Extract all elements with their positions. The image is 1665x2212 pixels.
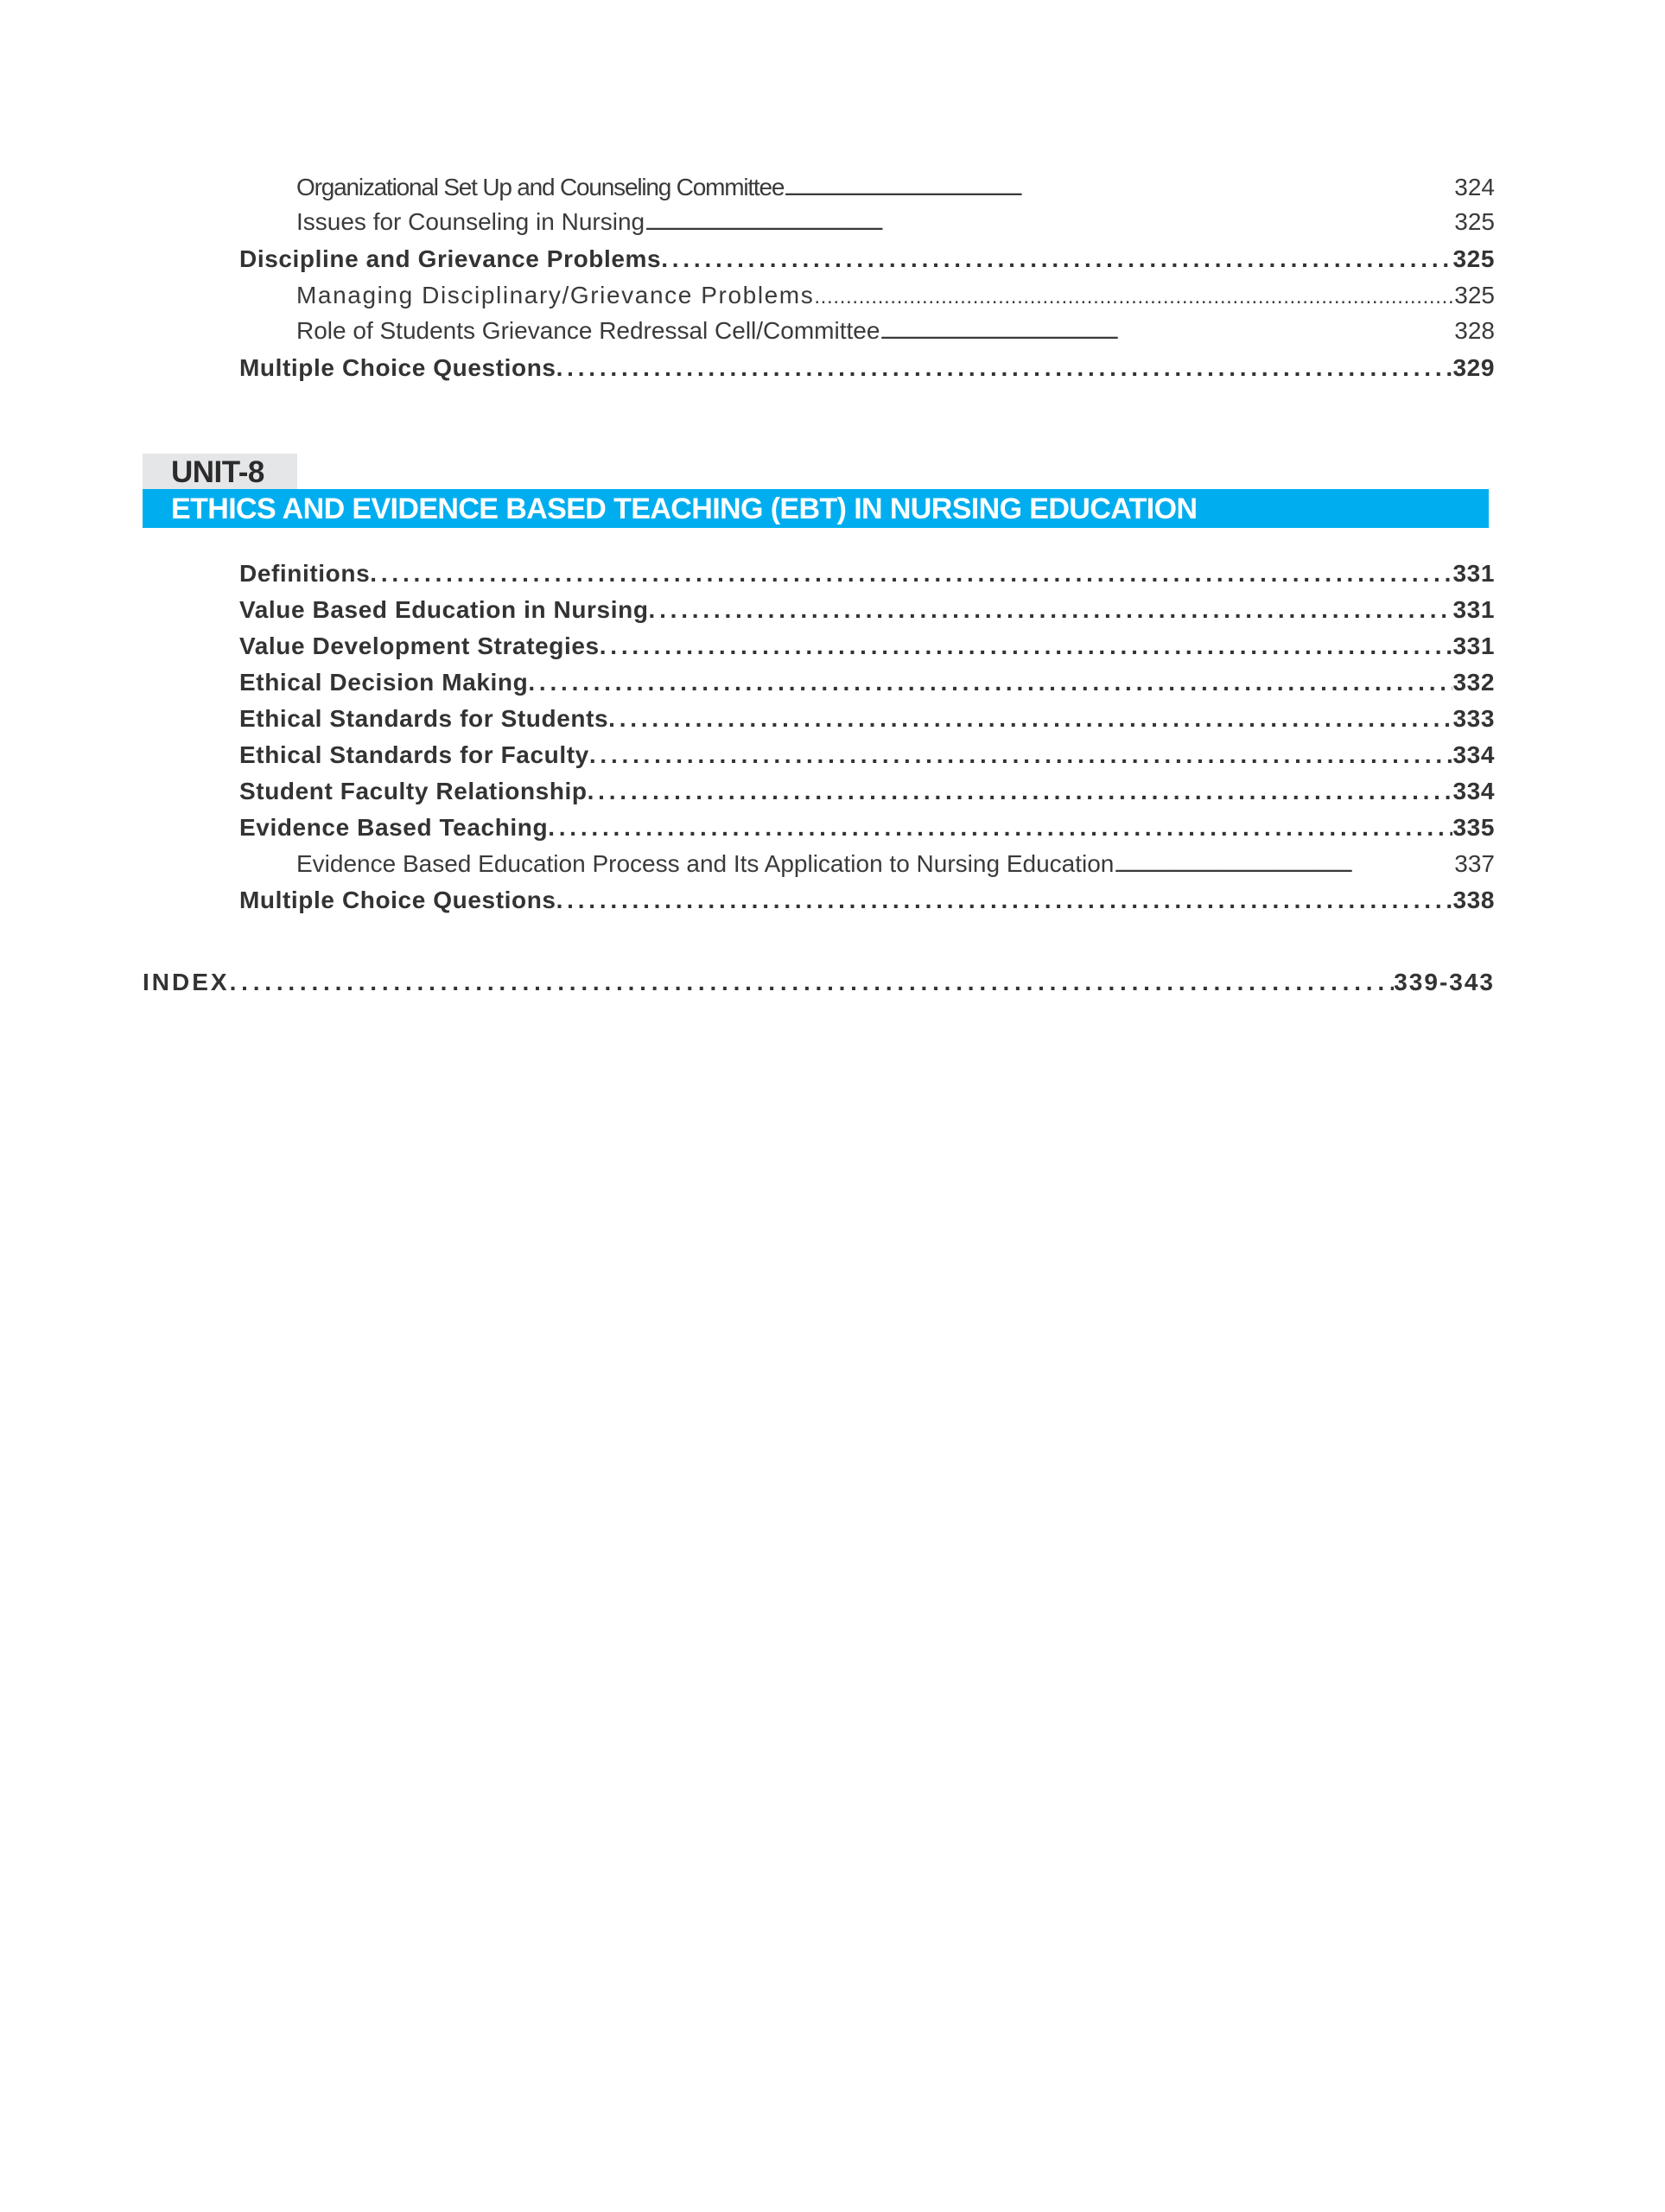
- toc-entry-page: 325: [1454, 208, 1495, 235]
- dot-leader: [600, 629, 1453, 664]
- toc-entry[interactable]: [239, 665, 1495, 700]
- unit-title-band[interactable]: [143, 489, 1489, 528]
- toc-entry-title: Multiple Choice Questions: [239, 354, 556, 381]
- dot-leader: [589, 738, 1453, 772]
- toc-entry-title: Student Faculty Relationship: [239, 778, 588, 804]
- dot-leader: [528, 665, 1452, 700]
- toc-entry[interactable]: [296, 847, 1495, 881]
- dot-leader: [880, 314, 1454, 348]
- toc-entry-page: 337: [1454, 850, 1495, 877]
- toc-entry-title: Multiple Choice Questions: [239, 887, 556, 913]
- dot-leader: [556, 883, 1453, 918]
- toc-entry[interactable]: [296, 314, 1495, 348]
- dot-leader: [649, 593, 1453, 627]
- dot-leader: [645, 205, 1454, 239]
- toc-entry[interactable]: [296, 205, 1495, 239]
- toc-entry-page: 331: [1452, 596, 1495, 623]
- toc-entry-title: Discipline and Grievance Problems: [239, 245, 662, 272]
- toc-entry[interactable]: [296, 170, 1495, 205]
- toc-entry-title: Ethical Standards for Faculty: [239, 741, 589, 768]
- toc-entry-page: 334: [1452, 741, 1495, 768]
- toc-entry-page: 331: [1452, 560, 1495, 587]
- dot-leader: [784, 170, 1454, 205]
- toc-entry-title: Ethical Standards for Students: [239, 705, 609, 732]
- toc-entry[interactable]: [239, 593, 1495, 627]
- unit-title: ETHICS AND EVIDENCE BASED TEACHING (EBT) IN NURSING EDUCATION: [171, 493, 1198, 525]
- index-page-range: 339-343: [1394, 969, 1495, 995]
- toc-entry-page: 331: [1452, 632, 1495, 659]
- toc-entry-page: 324: [1454, 174, 1495, 200]
- toc-entry-index[interactable]: [143, 965, 1495, 1000]
- unit-label-box: [143, 454, 297, 489]
- dot-leader: [548, 810, 1452, 845]
- toc-entry-page: 333: [1452, 705, 1495, 732]
- toc-entry[interactable]: [239, 629, 1495, 664]
- toc-entry-title: Ethical Decision Making: [239, 669, 529, 696]
- unit-label: UNIT-8: [171, 455, 264, 489]
- toc-entry-title: Evidence Based Education Process and Its Application to Nursing Education: [296, 850, 1115, 877]
- toc-entry-title: Definitions: [239, 560, 371, 587]
- toc-entry-title: Organizational Set Up and Counseling Committee: [296, 174, 785, 200]
- dot-leader: [1114, 847, 1454, 881]
- toc-entry-page: 335: [1452, 814, 1495, 841]
- toc-entry[interactable]: [239, 351, 1495, 385]
- toc-entry-title: Value Development Strategies: [239, 632, 600, 659]
- toc-entry[interactable]: [239, 883, 1495, 918]
- toc-entry[interactable]: [239, 242, 1495, 276]
- toc-entry-title: Evidence Based Teaching: [239, 814, 549, 841]
- dot-leader: [230, 965, 1395, 1000]
- dot-leader: [588, 774, 1453, 809]
- dot-leader: [556, 351, 1453, 385]
- toc-entry-page: 329: [1452, 354, 1495, 381]
- toc-entry[interactable]: [239, 810, 1495, 845]
- toc-entry-page: 338: [1452, 887, 1495, 913]
- toc-entry-page: 332: [1452, 669, 1495, 696]
- toc-entry[interactable]: [239, 702, 1495, 736]
- toc-entry-page: 325: [1452, 245, 1495, 272]
- toc-entry-title: Issues for Counseling in Nursing: [296, 208, 645, 235]
- dot-leader: [661, 242, 1452, 276]
- dot-leader: [814, 278, 1454, 313]
- toc-entry-page: 334: [1452, 778, 1495, 804]
- toc-entry-title: Value Based Education in Nursing: [239, 596, 649, 623]
- index-title: INDEX: [143, 969, 230, 995]
- toc-entry-title: Managing Disciplinary/Grievance Problems: [296, 282, 815, 308]
- dot-leader: [608, 702, 1452, 736]
- toc-entry-page: 325: [1454, 282, 1495, 308]
- toc-entry-title: Role of Students Grievance Redressal Cell/Committee: [296, 317, 880, 344]
- toc-entry[interactable]: [239, 774, 1495, 809]
- toc-entry[interactable]: [239, 738, 1495, 772]
- toc-entry[interactable]: [296, 278, 1495, 313]
- toc-entry-page: 328: [1454, 317, 1495, 344]
- dot-leader: [370, 556, 1452, 591]
- toc-entry[interactable]: [239, 556, 1495, 591]
